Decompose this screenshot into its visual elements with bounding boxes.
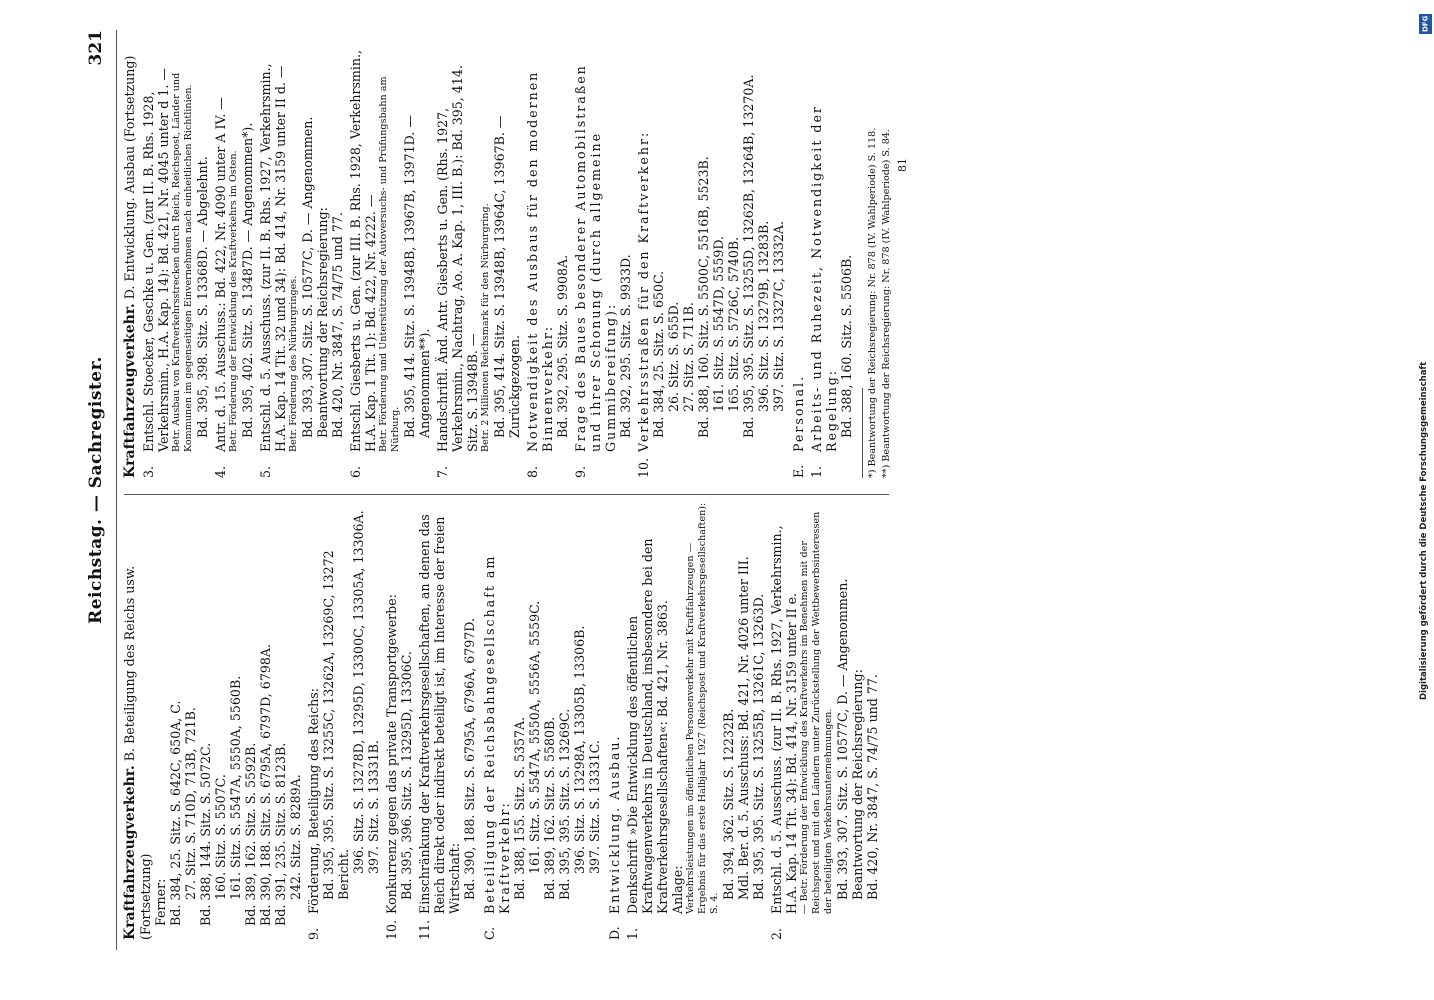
entry-number: 1. bbox=[809, 465, 824, 478]
ref-line: Bd. 388, 155. Sitz. S. 5357A. bbox=[512, 716, 527, 900]
ref-line: 26. Sitz. S. 655D. bbox=[666, 301, 681, 412]
ref-line: Bd. 395, 396. Sitz. S. 13295D, 13306C. bbox=[399, 651, 414, 900]
entry-text: Entschl. Stoecker, Geschke u. Gen. (zur II. B. Rhs. 1928, Verkehrsmin., H.A. Kap. 14): Bd. 421, Nr. 4045 unter d 1. — bbox=[141, 68, 171, 452]
entry-10 bbox=[384, 500, 414, 940]
entry-text: Denkschrift »Die Entwicklung des öffentlichen Kraftwagenverkehrs in Deutschland, insbesondere bei den Kraftverkehrsgesellschaften«: Bd. 421, Nr. 3863. bbox=[625, 538, 670, 914]
ferner-refs bbox=[168, 500, 303, 940]
ref-line: Mdl. Ber. d. 5. Ausschuss: Bd. 421, Nr. 4026 unter III. bbox=[736, 556, 751, 900]
entry-number: 3. bbox=[141, 465, 156, 478]
ref-line: Bd. 395, 414. Sitz. S. 13948B, 13967B, 13971D. — Angenommen**). bbox=[402, 111, 432, 438]
section-heading bbox=[122, 38, 138, 478]
entry-number: 10. bbox=[636, 457, 651, 478]
dfg-stamp bbox=[1418, 4, 1434, 704]
footnote: **) Beantwortung der Reichsregierung: Nr. 878 (IV. Wahlperiode) S. 84. bbox=[881, 129, 892, 478]
entry-r7 bbox=[435, 38, 522, 478]
ref-line: Bd. 395, 402. Sitz. S. 13487D. — Angenommen*). bbox=[240, 122, 255, 438]
section-subtitle: B. Beteiligung des Reichs usw. (Fortsetzung) bbox=[122, 565, 153, 940]
ref-line: Bd. 395, 395. Sitz. S. 13269C. bbox=[557, 708, 572, 900]
entry-note: — Betr. Förderung der Entwicklung des Kraftverkehrs im Benehmen mit der Reichspost und mit den Ländern unter Zurückstellung der Wettbewerbsinteressen der beteiligten Verkehrsunternehmungen. bbox=[799, 511, 834, 914]
entry-text: Antr. d. 15. Ausschuss.: Bd. 422, Nr. 4090 unter A IV. — bbox=[213, 97, 228, 452]
entry-text: Frage des Baues besonderer Automobilstraßen und ihrer Schonung (durch allgemeine Gummibereifung): bbox=[573, 64, 618, 452]
entry-number: 5. bbox=[258, 465, 273, 478]
entry-text: Notwendigkeit des Ausbaus für den modernen Binnenverkehr: bbox=[525, 70, 555, 452]
entry-number: 10. bbox=[384, 919, 399, 940]
ref-line: Bd. 394, 362. Sitz. S. 12232B. bbox=[721, 708, 736, 900]
ref-line: Bd. 395, 395. Sitz. S. 13255B, 13261C, 13263D. bbox=[751, 593, 766, 900]
ref-line: Bd. 420, Nr. 3847, S. 74/75 und 77. bbox=[865, 674, 880, 900]
section-letter: E. bbox=[791, 464, 806, 478]
dfg-logo: DFG bbox=[1419, 14, 1432, 34]
entry-note: Betr. Ausbau von Kraftverkehrsstrecken durch Reich, Reichspost, Länder und Kommunen im gegenseitigen Einvernehmen nach einheitlichen Richtlinien. bbox=[171, 72, 194, 452]
dfg-credit-text: Digitalisierung gefördert durch die Deutsche Forschungsgemeinschaft bbox=[1419, 361, 1429, 700]
left-column bbox=[122, 500, 902, 940]
entry-9 bbox=[306, 500, 381, 940]
column-divider bbox=[124, 494, 889, 495]
ref-line: Beantwortung der Reichsregierung: bbox=[850, 669, 865, 900]
page-number: 321 bbox=[86, 30, 106, 66]
ref-line: Bd. 384, 25. Sitz. S. 650C. bbox=[651, 270, 666, 438]
entry-note: Betr. Förderung und Unterstützung der Autoversuchs- und Prüfungsbahn am Nürburg. bbox=[378, 76, 401, 452]
section-letter: C. bbox=[482, 926, 497, 940]
entry-text: Arbeits- und Ruhezeit, Notwendigkeit der Regelung: bbox=[809, 105, 839, 452]
ref-line: Bd. 389, 162. Sitz. S. 5592B. bbox=[243, 742, 258, 926]
entry-number: 8. bbox=[525, 465, 540, 478]
entry-d2 bbox=[769, 500, 880, 940]
entry-text: Konkurrenz gegen das private Transportgewerbe: bbox=[384, 594, 399, 914]
entry-r4 bbox=[213, 38, 255, 478]
ref-line: Beantwortung der Reichsregierung: bbox=[315, 207, 330, 438]
ref-line: 397. Sitz. S. 13331C. bbox=[587, 740, 602, 874]
entry-note: Betr. Förderung des Nürburgringes. bbox=[288, 275, 299, 452]
ref-line: 397. Sitz. S. 13327C, 13332A. bbox=[771, 220, 786, 412]
entry-text: Einschränkung der Kraftverkehrsgesellschaften, an denen das Reich direkt oder indirekt beteiligt ist, im Interesse der freien Wirtschaft: bbox=[417, 514, 462, 914]
ref-line: Bd. 389, 162. Sitz. S. 5580B. bbox=[542, 716, 557, 900]
header-title: Reichstag. — Sachregister. bbox=[86, 356, 106, 624]
ref-line: Bd. 390, 188. Sitz. S. 6795A, 6796A, 6797D. bbox=[462, 618, 477, 900]
anlage-label: Anlage: bbox=[670, 865, 685, 914]
entry-text: Verkehrsstraßen für den Kraftverkehr: bbox=[636, 130, 651, 452]
ref-line: Bd. 388, 160. Sitz. S. 5506B. bbox=[839, 254, 854, 438]
entry-number: 2. bbox=[769, 927, 784, 940]
section-d-title: Entwicklung. Ausbau. bbox=[607, 734, 622, 914]
ref-line: Bd. 388, 160. Sitz. S. 5500C, 5516B, 5523B. bbox=[696, 156, 711, 438]
entry-r9 bbox=[573, 38, 633, 478]
ref-line: 165. Sitz. S. 5726C, 5740B. bbox=[726, 236, 741, 412]
entry-text: Entschl. d. 5. Ausschuss. (zur II. B. Rhs. 1927, Verkehrsmin., H.A. Kap. 14 Tit. 32 und 34): Bd. 414, Nr. 3159 unter II d. — bbox=[258, 63, 288, 452]
footnote-rule bbox=[862, 388, 863, 478]
entry-r10 bbox=[636, 38, 786, 478]
ref-line: Bd. 395, 395. Sitz. S. 13255C, 13262A, 13269C, 13272 Bericht. bbox=[321, 546, 351, 900]
ref-line: 27. Sitz. S. 710D, 713B, 721B. bbox=[183, 707, 198, 900]
entry-note: Betr. Förderung der Entwicklung des Kraftverkehrs im Osten. bbox=[228, 150, 239, 452]
ref-line: 242. Sitz. S. 8289A. bbox=[288, 774, 303, 900]
header-rule bbox=[116, 30, 117, 950]
ref-line: Bd. 384, 25. Sitz. S. 642C, 650A, C. bbox=[168, 700, 183, 926]
ferner-label: Ferner: bbox=[153, 878, 168, 926]
ref-line: 397. Sitz. S. 13331B. bbox=[366, 740, 381, 874]
entry-d1 bbox=[625, 500, 766, 940]
entry-number: 11. bbox=[417, 919, 432, 940]
section-title: Kraftfahrzeugverkehr. bbox=[122, 303, 138, 478]
entry-number: 1. bbox=[625, 927, 640, 940]
ref-line: Bd. 420, Nr. 3847, S. 74/75 und 77. bbox=[330, 212, 345, 438]
ref-line: Bd. 388, 144. Sitz. S. 5072C. bbox=[198, 742, 213, 926]
section-c-title: Beteiligung der Reichsbahngesellschaft am Kraftverkehr: bbox=[482, 554, 512, 914]
entry-note: Betr. 2 Millionen Reichsmark für den Nürburgring. bbox=[480, 203, 491, 452]
anlage-text: Verkehrsleistungen im öffentlichen Personenverkehr mit Kraftfahrzeugen — Ergebnis für das erste Halbjahr 1927 (Reichspost und Kraftverkehrsgesellschaften): S. 4. bbox=[685, 502, 720, 914]
right-column bbox=[122, 38, 909, 478]
ref-line: 161. Sitz. S. 5547A, 5550A, 5556A, 5559C. bbox=[527, 600, 542, 874]
entry-number: 9. bbox=[306, 927, 321, 940]
ref-line: Bd. 392, 295. Sitz. S. 9908A. bbox=[555, 254, 570, 438]
section-c bbox=[482, 500, 602, 940]
section-d bbox=[607, 500, 622, 940]
entry-text: Handschriftl. Änd. Antr. Giesberts u. Gen. (Rhs. 1927, Verkehrsmin., Nachtrag, Ao. A. Kap. 1, III. B.): Bd. 395, 414. Sitz. S. 13948B. — bbox=[435, 65, 480, 452]
section-subtitle: D. Entwicklung. Ausbau (Fortsetzung) bbox=[122, 55, 137, 300]
entry-number: 9. bbox=[573, 465, 588, 478]
ref-line: Bd. 393, 307. Sitz. S. 10577C, D. — Angenommen. bbox=[300, 116, 315, 438]
entry-text: Entschl. Giesberts u. Gen. (zur III. B. Rhs. 1928, Verkehrsmin., H.A. Kap. 1 Tit. 1): Bd. 422, Nr. 4222. — bbox=[348, 49, 378, 452]
section-letter: D. bbox=[607, 926, 622, 940]
entry-11 bbox=[417, 500, 477, 940]
entry-number: 7. bbox=[435, 465, 450, 478]
section-e bbox=[791, 38, 806, 478]
ref-line: 396. Sitz. S. 13298A, 13305B, 13306B. bbox=[572, 625, 587, 874]
entry-number: 4. bbox=[213, 465, 228, 478]
ref-line: 396. Sitz. S. 13278D, 13295D, 13300C, 13305A, 13306A. bbox=[351, 510, 366, 874]
entry-e1 bbox=[809, 38, 854, 478]
entry-text: Entschl. d. 5. Ausschuss. (zur II. B. Rhs. 1927, Verkehrsmin., H.A. Kap. 14 Tit. 34): Bd. 414, Nr. 3159 unter II e. bbox=[769, 525, 799, 914]
page-header bbox=[86, 30, 110, 950]
ref-line: 161. Sitz. S. 5547A, 5550A, 5560B. bbox=[228, 675, 243, 900]
ref-line: Bd. 395, 398. Sitz. S. 13368D. — Abgelehnt. bbox=[195, 156, 210, 438]
ref-line: 161. Sitz. S. 5547D, 5559D. bbox=[711, 236, 726, 412]
entry-text: Förderung, Beteiligung des Reichs: bbox=[306, 688, 321, 914]
ref-line: Bd. 390, 188. Sitz. S. 6795A, 6797D, 6798A. bbox=[258, 644, 273, 926]
ref-line: Bd. 393, 307. Sitz. S. 10577C, D. — Angenommen. bbox=[835, 578, 850, 900]
signature-mark: 81 bbox=[896, 158, 909, 172]
entry-number: 6. bbox=[348, 465, 363, 478]
entry-r3 bbox=[141, 38, 210, 478]
ref-line: Bd. 395, 414. Sitz. S. 13948B, 13964C, 13967B. — Zurückgezogen. bbox=[492, 111, 522, 438]
ref-line: Bd. 391, 235. Sitz. S. 8123B. bbox=[273, 742, 288, 926]
ref-line: 27. Sitz. S. 711B. bbox=[681, 302, 696, 412]
section-title: Kraftfahrzeugverkehr. bbox=[122, 765, 138, 940]
entry-r6 bbox=[348, 38, 432, 478]
section-e-title: Personal. bbox=[791, 374, 806, 452]
entry-r8 bbox=[525, 38, 570, 478]
section-heading bbox=[122, 500, 153, 940]
entry-r5 bbox=[258, 38, 345, 478]
footnote: *) Beantwortung der Reichsregierung: Nr. 878 (IV. Wahlperiode) S. 118. bbox=[867, 127, 878, 478]
ref-line: 396. Sitz. S. 13279B, 13283B. bbox=[756, 220, 771, 412]
ref-line: Bd. 392, 295. Sitz. S. 9933D. bbox=[618, 254, 633, 438]
ref-line: 160. Sitz. S. 5507C. bbox=[213, 774, 228, 900]
ref-line: Bd. 395, 395. Sitz. S. 13255D, 13262B, 13264B, 13270A. bbox=[741, 74, 756, 438]
